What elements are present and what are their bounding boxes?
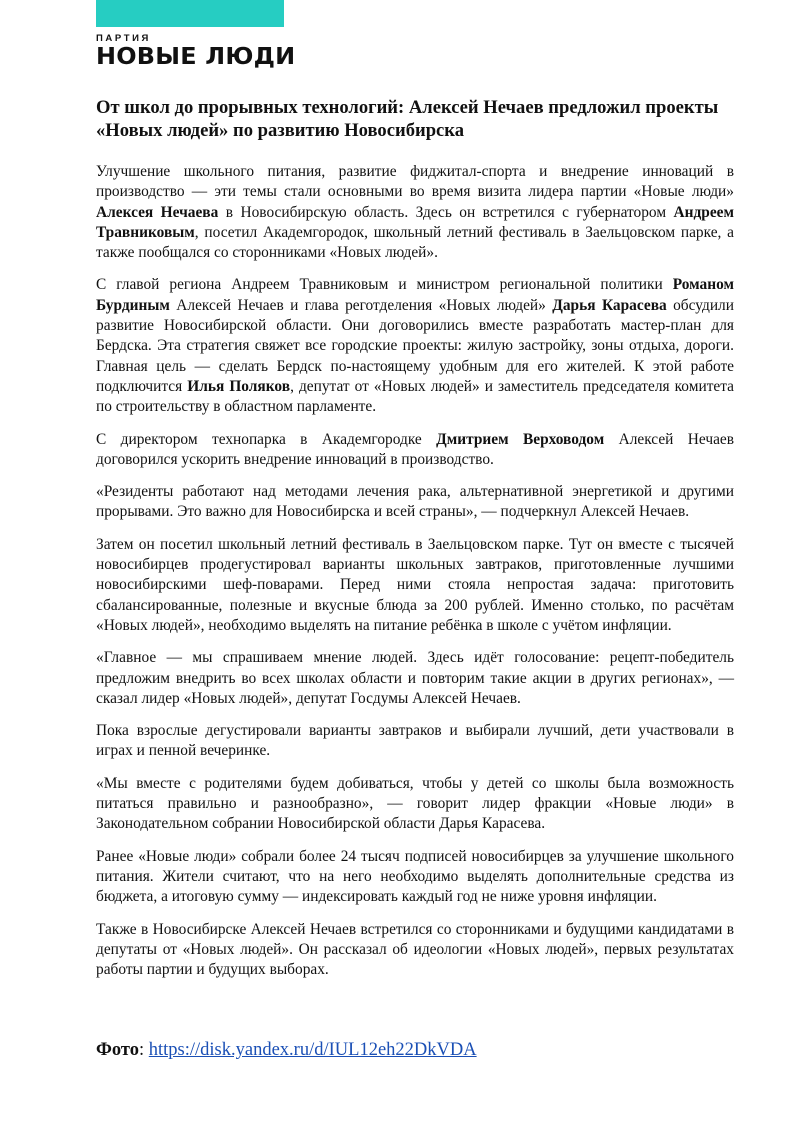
article-title: От школ до прорывных технологий: Алексей Нечаев предложил проекты «Новых людей» по развитию Новосибирска: [96, 97, 719, 141]
paragraph: [96, 774, 734, 835]
paragraph: [96, 535, 734, 636]
article: [96, 96, 734, 992]
photo-label: Фото: [96, 1040, 139, 1060]
photo-link[interactable]: https://disk.yandex.ru/d/IUL12eh22DkVDA: [148, 1040, 477, 1060]
paragraph-text: С директором технопарка в Академгородке: [96, 430, 437, 448]
bold-name-text: Алексея Нечаева: [96, 203, 219, 221]
paragraph: [96, 721, 734, 762]
paragraph-text: Также в Новосибирске Алексей Нечаев встретился со сторонниками и будущими кандидатами в депутаты от «Новых людей». Он рассказал об идеологии «Новых людей», первых результатах работы партии и будущих выборах.: [96, 920, 734, 979]
brand-accent-bar: [96, 0, 284, 27]
paragraph: [96, 162, 734, 263]
bold-name-text: Илья Поляков: [187, 377, 291, 395]
paragraph: [96, 920, 734, 981]
paragraph-text: «Мы вместе с родителями будем добиваться, чтобы у детей со школы была возможность питаться правильно и разнообразно», — говорит лидер фракции «Новые люди» в Законодательном собрании Новосибирской области Дарья Карасева.: [96, 774, 734, 833]
paragraph-text: «Резиденты работают над методами лечения рака, альтернативной энергетикой и другими прорывами. Это важно для Новосибирска и всей страны», — подчеркнул Алексей Нечаев.: [96, 483, 734, 521]
paragraph-text: С главой региона Андреем Травниковым и министром региональной политики: [96, 276, 673, 294]
bold-name-text: Романом Бурдиным: [96, 276, 734, 314]
bold-name-text: Андреем Травниковым: [96, 203, 734, 241]
paragraph-text: Улучшение школьного питания, развитие фиджитал-спорта и внедрение инноваций в производство — эти темы стали основными во время визита лидера партии «Новые люди»: [96, 163, 734, 201]
paragraph: [96, 482, 734, 523]
paragraph-text: «Главное — мы спрашиваем мнение людей. Здесь идёт голосование: рецепт-победитель предложим внедрить во всех школах области и повторим такие акции в других регионах», — сказал лидер «Новых людей», депутат Госдумы Алексей Нечаев.: [96, 649, 734, 707]
paragraph: [96, 275, 734, 417]
party-logo: [96, 34, 296, 70]
photo-credit: [96, 1040, 477, 1061]
paragraph: [96, 847, 734, 908]
paragraph-text: Затем он посетил школьный летний фестиваль в Заельцовском парке. Тут он вместе с тысячей новосибирцев продегустировал варианты школьных завтраков, приготовленные лучшими новосибирскими шеф-поварами. Перед ними стояла непростая задача: приготовить сбалансированные, полезные и вкусные блюда за 200 рублей. Именно столько, по расчётам «Новых людей», необходимо выделять на питание ребёнка в школе с учётом инфляции.: [96, 535, 734, 634]
paragraph-text: , депутат от «Новых людей» и заместитель председателя комитета по строительству в областном парламенте.: [96, 377, 734, 416]
article-body: [96, 162, 734, 980]
paragraph-text: Пока взрослые дегустировали варианты завтраков и выбирали лучший, дети участвовали в играх и пенной вечеринке.: [96, 722, 734, 760]
bold-name-text: Дмитрием Верховодом: [436, 430, 605, 448]
bold-name-text: Дарья Карасева: [552, 296, 667, 314]
photo-separator: :: [139, 1040, 149, 1060]
paragraph-text: Ранее «Новые люди» собрали более 24 тысяч подписей новосибирцев за улучшение школьного питания. Жители считают, что на него необходимо выделять дополнительные средства из бюджета, а итоговую сумму — индексировать каждый год не ниже уровня инфляции.: [96, 847, 734, 906]
paragraph-text: , посетил Академгородок, школьный летний фестиваль в Заельцовском парке, а также пообщался со сторонниками «Новых людей».: [96, 223, 734, 262]
paragraph-text: Алексей Нечаев и глава реготделения «Новых людей»: [169, 296, 553, 314]
logo-wordmark: НОВЫЕ ЛЮДИ: [96, 44, 296, 70]
logo-subtitle: ПАРТИЯ: [96, 33, 151, 44]
paragraph: [96, 430, 734, 471]
paragraph-text: Алексей Нечаев договорился ускорить внедрение инноваций в производство.: [96, 430, 735, 468]
paragraph-text: в Новосибирскую область. Здесь он встретился с губернатором: [218, 203, 674, 221]
paragraph: [96, 648, 734, 709]
paragraph-text: обсудили развитие Новосибирской области. Они договорились вместе разработать мастер-план для Бердска. Эта стратегия свяжет все городские проекты: жилую застройку, зоны отдыха, дороги. Главная цель — сделать Бердск по-настоящему удобным для его жителей. К этой работе подключится: [96, 296, 734, 395]
